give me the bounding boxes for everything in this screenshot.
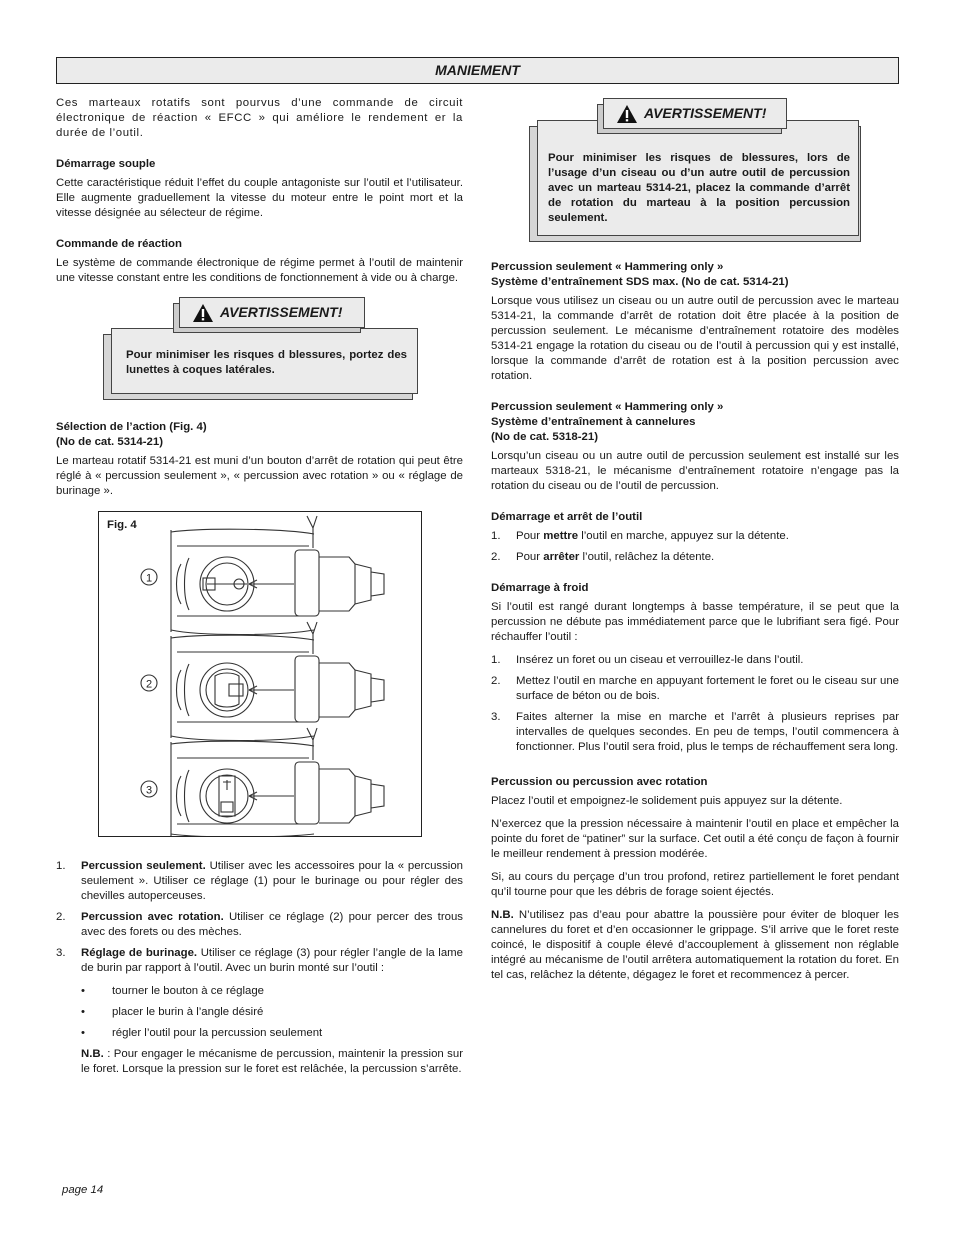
percussion-paragraph-3: Si, au cours du perçage d’un trou profond, retirez partiellement le foret pendant qu’il tourne pour que les débris de forage soient éjectés. [491, 871, 899, 898]
warning-text-box [537, 120, 859, 236]
left-column [56, 96, 463, 1083]
hammer-drawing-1 [171, 516, 384, 635]
soft-start-paragraph: Cette caractéristique réduit l’effet du couple antagoniste sur l’outil et l’utilisateur. Elle augmente graduellement la vitesse du moteur entre le point mort et la vitesse désignée au sélecteur de régime. [56, 177, 463, 219]
mode-item-2: 2. Percussion avec rotation. Utiliser ce réglage (2) pour percer des trous avec des forets ou des mèches. [56, 911, 463, 938]
nb-note-right: N.B. N’utilisez pas d’eau pour abattre la poussière pour éviter de bloquer les cannelures du foret et d’en occasionner le grippage. S’il arrive que le foret reste coincé, le dispositif à couple élevé d’accouplement à glissement non réglable intégré au mécanisme de l’outil arrêtera automatiquement la rotation du foret. En tel cas, relâchez la détente, dégagez le foret et recommencez à percer. [491, 909, 899, 981]
mode-item-3: 3. Réglage de burinage. Utiliser ce réglage (3) pour régler l’angle de la lame de burin par rapport à l’outil. Avec un burin monté sur l’outil : • tourner le bouton à ce réglage • placer le burin à l’angle désiré • régler l’outil pour la percussion seulement N.B. : Pour engager le mécanisme de percussion, maintenir la pression sur le foret. Lorsque la pression sur le foret est relâchée, la percussion s’arrête. [56, 947, 463, 1075]
nb-note-left: N.B. : Pour engager le mécanisme de percussion, maintenir la pression sur le foret. Lorsque la pression sur le foret est relâchée, la percussion s’arrête. [81, 1048, 463, 1075]
percussion-heading: Percussion ou percussion avec rotation [491, 776, 708, 788]
warning-text: Pour minimiser les risques de blessures, lors de l’usage d’un ciseau ou d’un autre outil de percussion avec un marteau 5314-21, placez la commande d’arrêt de rotation du marteau à la position percussion seulement. [548, 152, 850, 224]
warning-header [603, 98, 787, 129]
bullet-item: • placer le burin à l’angle désiré [81, 1006, 264, 1018]
figure-label: Fig. 4 [107, 519, 137, 531]
feedback-paragraph: Le système de commande électronique de régime permet à l’outil de maintenir une vitesse constant entre les conditions de fonctionnement à vide ou à charge. [56, 257, 463, 284]
warning-label: AVERTISSEMENT! [220, 304, 343, 320]
list-item: 1. Pour mettre l’outil en marche, appuyez sur la détente. [491, 530, 789, 542]
list-item: 3. Faites alterner la mise en marche et l’arrêt à plusieurs reprises par intervalles de quelques secondes. En peu de temps, l’outil commencera à fonctionner. Plus l’outil sera froid, plus le temps de réchauffement sera long. [491, 711, 899, 753]
hammer-sds-paragraph: Lorsque vous utilisez un ciseau ou un autre outil de percussion avec le marteau 5314-21, la commande d’arrêt de rotation doit être placée à la position de percussion seulement. Le mécanisme d’entraînement rotatoire des modèles 5314-21 engage la rotation du ciseau ou de l’outil à percussion qui y est installé, lorsque la commande d’arrêt de rotation est à la position percussion avec rotation. [491, 295, 899, 382]
hammer-spline-heading-2: Système d’entraînement à cannelures [491, 416, 696, 428]
cold-start-paragraph: Si l’outil est rangé durant longtemps à basse température, il se peut que la percussion ne débute pas immédiatement parce que le lubrifiant sera figé. Pour réchauffer l’outil : [491, 601, 899, 643]
mode-list [56, 859, 463, 1077]
chisel-bullet-list [81, 984, 463, 1041]
intro-paragraph: Ces marteaux rotatifs sont pourvus d’une commande de circuit électronique de réaction « EFCC » qui améliore le rendement er la durée de l’outil. [56, 97, 463, 139]
page-number: page 14 [62, 1184, 104, 1196]
rotary-hammer-illustration [99, 512, 421, 836]
hammer-spline-heading-1: Percussion seulement « Hammering only » [491, 401, 724, 413]
feedback-heading: Commande de réaction [56, 238, 182, 250]
warning-label: AVERTISSEMENT! [644, 105, 767, 121]
list-item: 2. Pour arrêter l’outil, relâchez la détente. [491, 551, 715, 563]
list-item: 2. Mettez l’outil en marche en appuyant fortement le foret ou le ciseau sur une surface de béton ou de bois. [491, 675, 899, 702]
bullet-item: • tourner le bouton à ce réglage [81, 985, 264, 997]
section-title-bar [56, 57, 899, 84]
soft-start-heading: Démarrage souple [56, 158, 156, 170]
section-title: MANIEMENT [435, 62, 520, 78]
callout-3: 3 [145, 784, 153, 797]
selection-paragraph: Le marteau rotatif 5314-21 est muni d’un bouton d’arrêt de rotation qui peut être réglé à « percussion seulement », « percussion avec rotation » ou « réglage de burinage ». [56, 455, 463, 497]
hammer-drawing-2 [171, 622, 384, 741]
hammer-sds-heading-2: Système d’entraînement SDS max. (No de cat. 5314-21) [491, 276, 789, 288]
figure-4 [98, 511, 422, 837]
hammer-spline-heading-3: (No de cat. 5318-21) [491, 431, 598, 443]
list-item: 1. Insérez un foret ou un ciseau et verrouillez-le dans l’outil. [491, 654, 804, 666]
hammer-drawing-3 [171, 728, 384, 836]
warning-box-right [491, 100, 899, 240]
mode-item-1: 1. Percussion seulement. Utiliser avec les accessoires pour la « percussion seulement ». Utiliser ce réglage (1) pour le burinage ou pour régler des chevilles autoperceuses. [56, 860, 463, 902]
percussion-paragraph-2: N’exercez que la pression nécessaire à maintenir l’outil en place et empêcher la pointe du foret de “patiner” sur la surface. Cet outil a été conçu de façon à fournir le meilleur rendement à pression modérée. [491, 818, 899, 860]
cold-start-list [491, 653, 899, 755]
hammer-sds-heading-1: Percussion seulement « Hammering only » [491, 261, 724, 273]
right-column [491, 96, 899, 991]
callout-1: 1 [145, 572, 153, 585]
callout-2: 2 [145, 678, 153, 691]
cold-start-heading: Démarrage à froid [491, 582, 589, 594]
warning-text: Pour minimiser les risques d blessures, portez des lunettes à coques latérales. [126, 349, 407, 376]
warning-triangle-icon [616, 104, 638, 124]
warning-header [179, 297, 365, 328]
hammer-spline-paragraph: Lorsqu’un ciseau ou un autre outil de percussion seulement est installé sur les marteaux 5318-21, le mécanisme d’entraînement rotatoire n’engage pas la rotation du ciseau ou de l’outil de percussion. [491, 450, 899, 492]
start-stop-list [491, 529, 899, 565]
warning-box-left [56, 304, 463, 400]
warning-triangle-icon [192, 303, 214, 323]
selection-heading-1: Sélection de l’action (Fig. 4) [56, 421, 207, 433]
warning-text-box [111, 328, 418, 394]
start-stop-heading: Démarrage et arrêt de l’outil [491, 511, 643, 523]
bullet-item: • régler l’outil pour la percussion seulement [81, 1027, 323, 1039]
selection-heading-2: (No de cat. 5314-21) [56, 436, 163, 448]
percussion-paragraph-1: Placez l’outil et empoignez-le solidement puis appuyez sur la détente. [491, 795, 843, 807]
